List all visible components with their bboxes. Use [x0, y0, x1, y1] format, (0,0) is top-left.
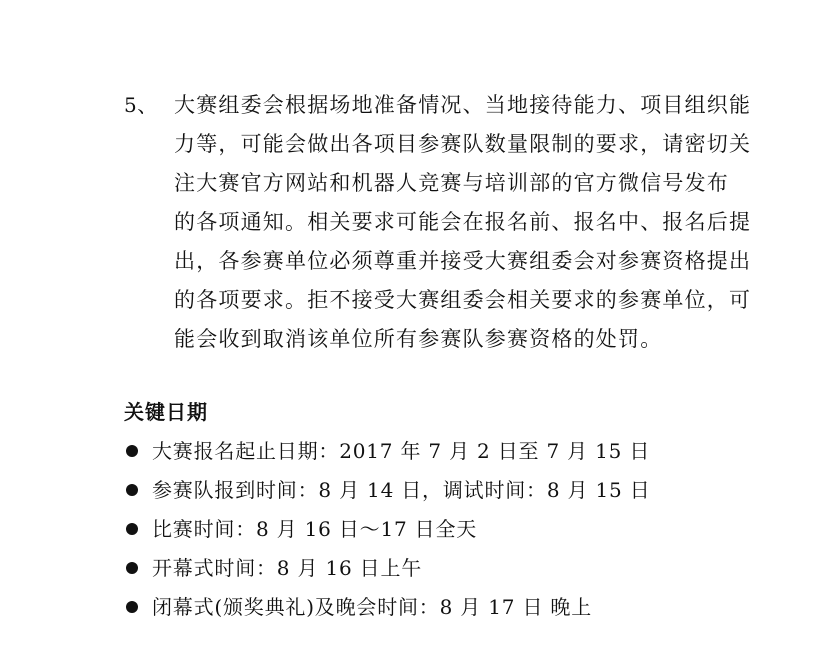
list-item — [124, 510, 651, 549]
paragraph-line: 能会收到取消该单位所有参赛队参赛资格的处罚。 — [174, 327, 663, 351]
bullet-icon — [126, 562, 138, 574]
paragraph-line: 出，各参赛单位必须尊重并接受大赛组委会对参赛资格提出 — [174, 249, 752, 273]
list-item — [124, 549, 651, 588]
list-item-text: 开幕式时间：8 月 16 日上午 — [152, 556, 423, 580]
bullet-icon — [126, 484, 138, 496]
paragraph-line: 力等，可能会做出各项目参赛队数量限制的要求，请密切关 — [174, 132, 752, 156]
list-item — [124, 588, 651, 627]
list-item — [124, 432, 651, 471]
bullet-icon — [126, 601, 138, 613]
list-item-text: 闭幕式(颁奖典礼)及晚会时间：8 月 17 日 晚上 — [152, 595, 593, 619]
list-item-text: 比赛时间：8 月 16 日～17 日全天 — [152, 517, 478, 541]
bullet-icon — [126, 523, 138, 535]
item-5-paragraph — [174, 86, 752, 359]
paragraph-line: 的各项要求。拒不接受大赛组委会相关要求的参赛单位，可 — [174, 288, 752, 312]
numbered-item-5 — [124, 86, 764, 359]
list-item-text: 大赛报名起止日期：2017 年 7 月 2 日至 7 月 15 日 — [152, 439, 651, 463]
paragraph-line: 的各项通知。相关要求可能会在报名前、报名中、报名后提 — [174, 210, 752, 234]
list-item-text: 参赛队报到时间：8 月 14 日，调试时间：8 月 15 日 — [152, 478, 651, 502]
item-number: 5、 — [124, 93, 158, 117]
paragraph-line: 注大赛官方网站和机器人竞赛与培训部的官方微信号发布 — [174, 171, 729, 195]
key-dates-heading: 关键日期 — [124, 400, 208, 424]
key-dates-list — [124, 432, 651, 627]
bullet-icon — [126, 445, 138, 457]
paragraph-line: 大赛组委会根据场地准备情况、当地接待能力、项目组织能 — [174, 93, 752, 117]
list-item — [124, 471, 651, 510]
